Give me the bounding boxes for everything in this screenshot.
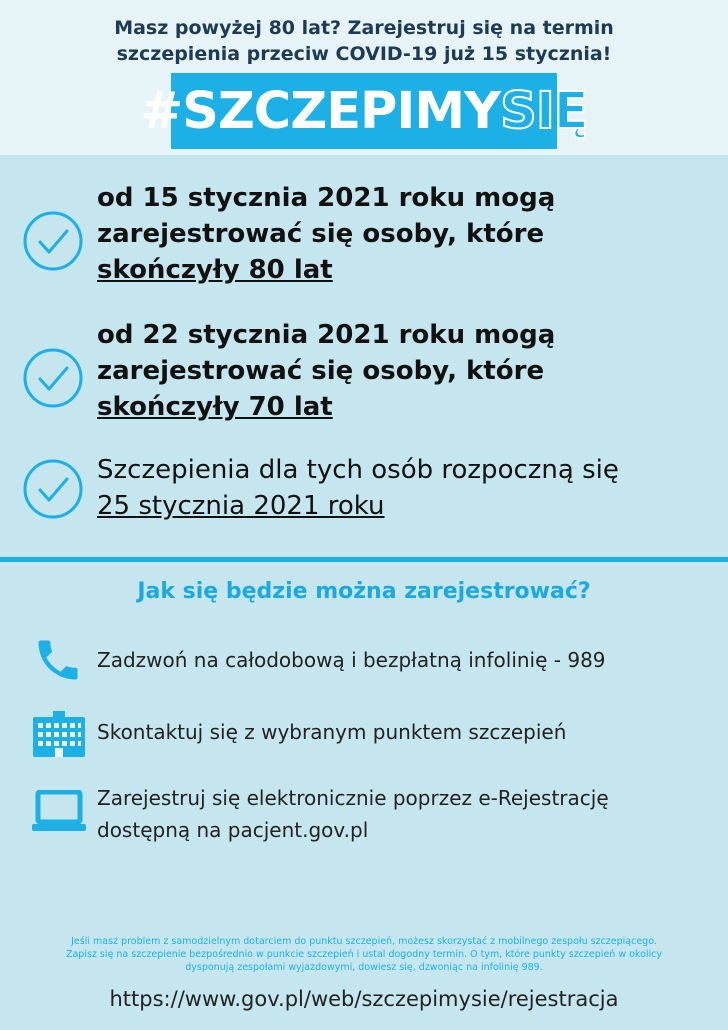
note-line-3: dysponują zespołami wyjazdowymi, dowiesz się, dzwoniąc na infolinię 989.: [185, 962, 543, 973]
mobile-team-note: [20, 935, 708, 974]
vaccination-start-line-2: 25 stycznia 2021 roku: [97, 491, 385, 521]
check-circle-icon: [22, 210, 84, 272]
eligibility-80-line-2: zarejestrować się osoby, które: [97, 219, 545, 249]
section-divider: [0, 557, 728, 562]
check-circle-icon: [22, 347, 84, 409]
building-icon: [33, 711, 85, 757]
vaccination-start-line-1: Szczepienia dla tych osób rozpoczną się: [97, 455, 619, 485]
hashtag-accent: SIĘ: [500, 81, 588, 141]
check-circle-icon: [22, 458, 84, 520]
registration-title: Jak się będzie można zarejestrować?: [137, 579, 591, 604]
note-line-1: Jeśli masz problem z samodzielnym dotarciem do punktu szczepień, możesz skorzystać z mobilnego zespołu szczepiącego.: [71, 936, 657, 947]
note-line-2: Zapisz się na szczepienie bezpośrednio w punkcie szczepień i ustal dogodny termin. O tym, które punkty szczepień w okolicy: [65, 949, 663, 960]
eligibility-80-line-3: skończyły 80 lat: [97, 255, 333, 285]
eligibility-70-line-3: skończyły 70 lat: [97, 392, 333, 422]
registration-url[interactable]: https://www.gov.pl/web/szczepimysie/rejestracja: [109, 987, 619, 1011]
headline: [0, 15, 728, 67]
hashtag-main: #SZCZEPIMY: [140, 81, 501, 141]
option-phone: Zadzwoń na całodobową i bezpłatną infolinię - 989: [97, 648, 606, 672]
option-vaccination-point: Skontaktuj się z wybranym punktem szczepień: [97, 720, 567, 744]
option-e-registration: [97, 782, 697, 846]
option-e-registration-line-1: Zarejestruj się elektronicznie poprzez e-Rejestrację: [97, 786, 609, 810]
eligibility-70-line-2: zarejestrować się osoby, które: [97, 356, 545, 386]
option-e-registration-line-2: dostępną na pacjent.gov.pl: [97, 818, 369, 842]
hashtag-logo: [140, 73, 588, 149]
eligibility-80-line-1: od 15 stycznia 2021 roku mogą: [97, 183, 556, 213]
headline-line-2: szczepienia przeciw COVID-19 już 15 stycznia!: [116, 43, 612, 65]
laptop-icon: [32, 790, 86, 832]
headline-line-1: Masz powyżej 80 lat? Zarejestruj się na termin: [114, 17, 614, 39]
eligibility-70-line-1: od 22 stycznia 2021 roku mogą: [97, 320, 556, 350]
phone-icon: [32, 634, 84, 686]
